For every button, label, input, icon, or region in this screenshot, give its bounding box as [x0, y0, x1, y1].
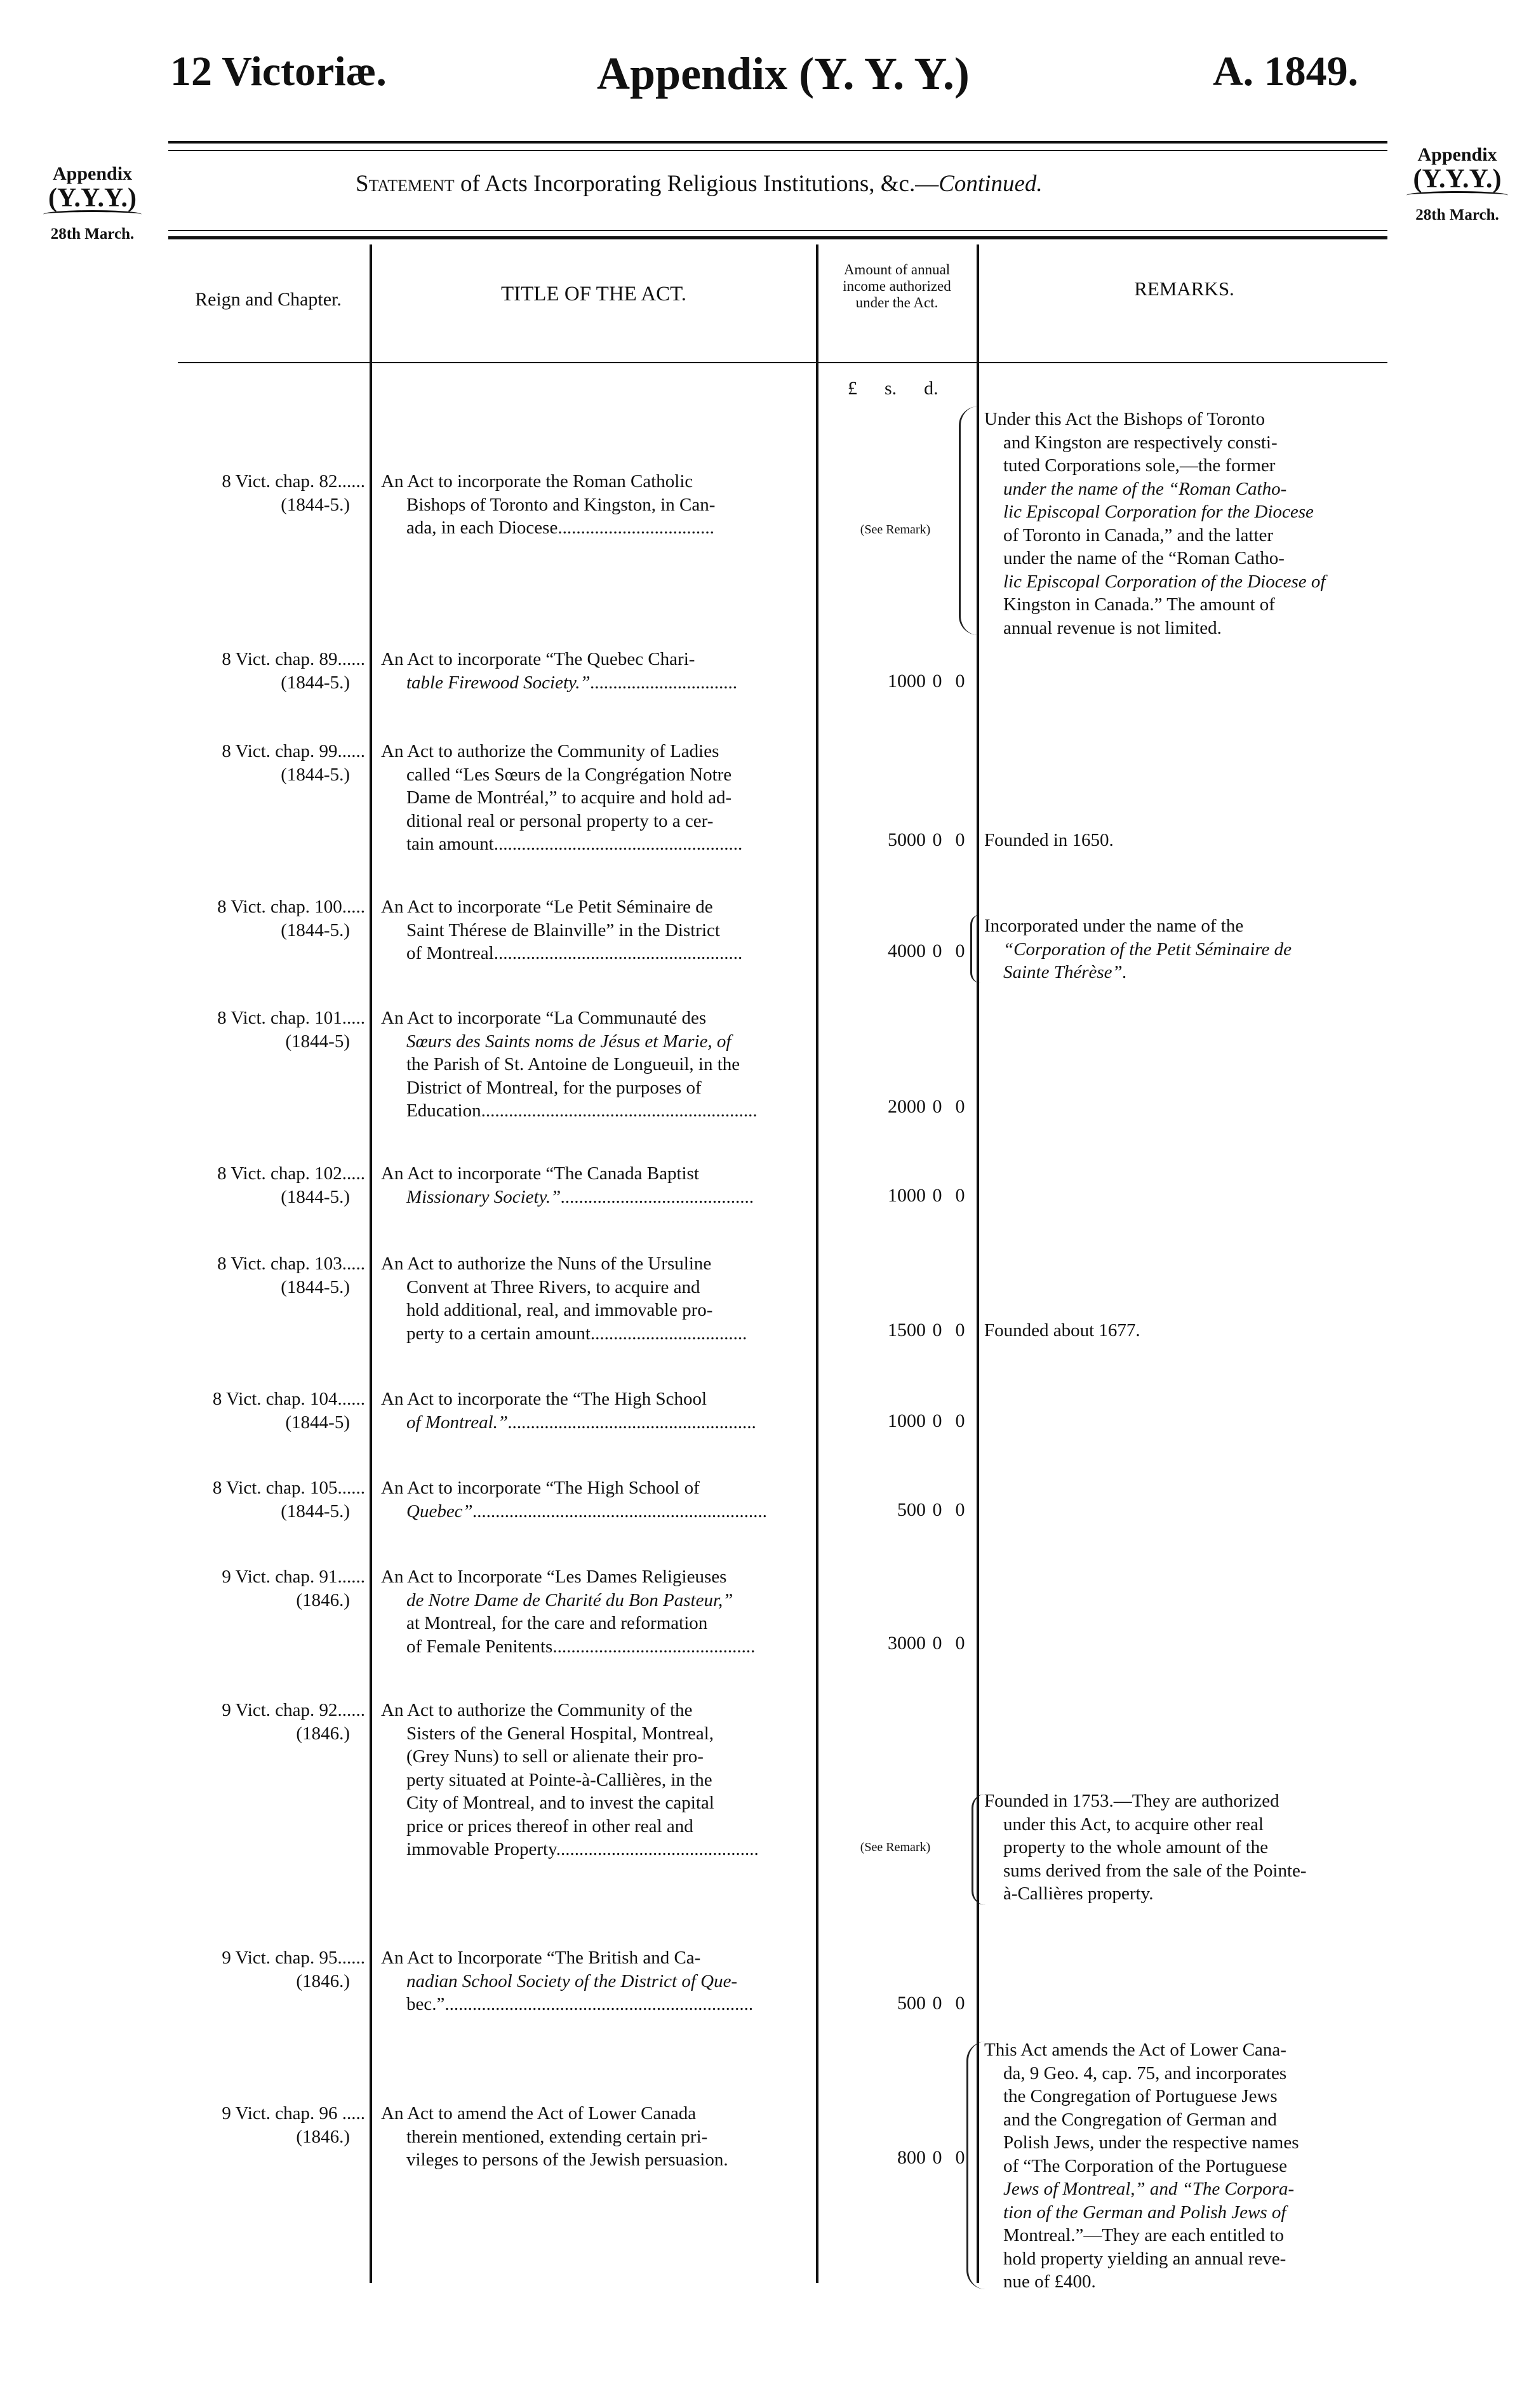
row-13-chapter: 9 Vict. chap. 96 ..... [222, 2103, 365, 2124]
row-5-reign [168, 1007, 365, 1053]
row-10-title-line: of Female Penitents............................................ [406, 1636, 756, 1657]
row-1-reign [168, 470, 365, 516]
row-7-chapter: 8 Vict. chap. 103..... [217, 1254, 365, 1274]
row-4-remark-line: Sainte Thérèse”. [1003, 962, 1127, 982]
row-4-reign [168, 895, 365, 942]
row-1-remark-line: lic Episcopal Corporation for the Diocese [1003, 502, 1314, 522]
row-13-pounds: 800 [897, 2147, 926, 2168]
col-rule-1 [370, 244, 372, 2283]
row-12-chapter: 9 Vict. chap. 95...... [222, 1948, 365, 1968]
side-right-date: 28th March. [1415, 206, 1499, 224]
row-9-amount [825, 1499, 972, 1522]
row-1-remarks [984, 408, 1391, 639]
row-3-title [381, 740, 813, 856]
row-11-title-line: (Grey Nuns) to sell or alienate their pro- [406, 1746, 704, 1767]
row-13-remark-line: Polish Jews, under the respective names [1003, 2132, 1299, 2153]
row-12-title-line: An Act to Incorporate “The British and Ca- [381, 1948, 701, 1968]
row-8-title [381, 1388, 813, 1434]
row-4-brace [970, 914, 982, 983]
row-11-title-line: Sisters of the General Hospital, Montreal, [406, 1723, 714, 1744]
row-11-title-line: immovable Property............................................ [406, 1839, 759, 1859]
row-3-title-line: ditional real or personal property to a cer- [406, 810, 714, 831]
row-8-reign [168, 1388, 365, 1434]
row-12-amount [825, 1992, 972, 2016]
row-4-chapter: 8 Vict. chap. 100..... [217, 897, 365, 917]
row-9-chapter: 8 Vict. chap. 105...... [212, 1478, 365, 1498]
col-head-amount-1: Amount of annual [843, 262, 951, 278]
row-2-amount [825, 670, 972, 693]
row-11-remark-line: property to the whole amount of the [1003, 1837, 1269, 1857]
row-3-remark-line: Founded in 1650. [984, 830, 1114, 850]
row-12-year: (1846.) [296, 1970, 350, 1991]
row-9-title-line: An Act to incorporate “The High School of [381, 1478, 700, 1498]
row-2-chapter: 8 Vict. chap. 89...... [222, 649, 365, 669]
row-8-shillings: 0 [932, 1410, 942, 1431]
row-9-pence: 0 [955, 1499, 965, 1520]
currency-header: £ s. d. [848, 378, 938, 399]
row-13-remarks [984, 2038, 1391, 2294]
row-8-year: (1844-5) [285, 1412, 350, 1433]
row-13-title-line: therein mentioned, extending certain pri- [406, 2126, 708, 2147]
row-13-remark-line: nue of £400. [1003, 2271, 1096, 2292]
row-1-remark-line: tuted Corporations sole,—the former [1003, 455, 1276, 476]
row-3-reign [168, 740, 365, 786]
row-4-remarks [984, 914, 1391, 984]
row-13-title-line: An Act to amend the Act of Lower Canada [381, 2103, 697, 2124]
col-head-amount-3: under the Act. [855, 295, 938, 311]
statement-rule-2 [168, 236, 1387, 239]
row-6-title-line: An Act to incorporate “The Canada Baptist [381, 1163, 699, 1184]
row-4-pounds: 4000 [888, 940, 926, 961]
row-10-reign [168, 1565, 365, 1612]
row-13-remark-line: da, 9 Geo. 4, cap. 75, and incorporates [1003, 2063, 1287, 2084]
row-1-chapter: 8 Vict. chap. 82...... [222, 471, 365, 492]
row-13-reign [168, 2102, 365, 2148]
row-7-pence: 0 [955, 1320, 965, 1341]
row-8-title-line: of Montreal.”...................................................... [406, 1412, 757, 1433]
row-8-pounds: 1000 [888, 1410, 926, 1431]
row-11-title [381, 1699, 813, 1861]
row-1-amount: (See Remark) [860, 523, 931, 537]
row-12-reign [168, 1946, 365, 1993]
row-10-pence: 0 [955, 1633, 965, 1654]
row-6-reign [168, 1162, 365, 1208]
row-11-title-line: price or prices thereof in other real and [406, 1816, 693, 1836]
side-note-right [1387, 143, 1527, 227]
row-3-title-line: An Act to authorize the Community of Ladies [381, 741, 719, 761]
row-1-remark-line: under the name of the “Roman Catho- [1003, 478, 1287, 499]
row-10-shillings: 0 [932, 1633, 942, 1654]
row-3-title-line: Dame de Montréal,” to acquire and hold ad- [406, 787, 732, 808]
row-7-title-line: perty to a certain amount.................................. [406, 1323, 747, 1344]
row-2-reign [168, 648, 365, 694]
side-left-code: (Y.Y.Y.) [48, 184, 137, 213]
row-7-remarks [984, 1319, 1391, 1342]
row-5-title-line: the Parish of St. Antoine de Longueuil, in the [406, 1054, 740, 1074]
row-4-title-line: Saint Thérese de Blainville” in the District [406, 920, 720, 940]
row-12-title [381, 1946, 813, 2016]
row-2-year: (1844-5.) [281, 672, 350, 693]
statement-text: of Acts Incorporating Religious Institutions, &c.— [454, 171, 939, 197]
row-1-remark-line: Kingston in Canada.” The amount of [1003, 594, 1275, 615]
row-3-shillings: 0 [932, 829, 942, 850]
row-1-remark-line: under the name of the “Roman Catho- [1003, 548, 1285, 568]
row-3-year: (1844-5.) [281, 764, 350, 785]
row-10-chapter: 9 Vict. chap. 91...... [222, 1567, 365, 1587]
row-1-remark-line: and Kingston are respectively consti- [1003, 432, 1278, 453]
row-2-title-line: An Act to incorporate “The Quebec Chari- [381, 649, 695, 669]
header-left: 12 Victoriæ. [170, 48, 387, 95]
row-4-title [381, 895, 813, 965]
top-rule-2 [168, 150, 1387, 151]
row-13-remark-line: tion of the German and Polish Jews of [1003, 2202, 1286, 2223]
side-left-label: Appendix [52, 163, 133, 184]
row-5-title-line: Sœurs des Saints noms de Jésus et Marie, of [406, 1031, 731, 1052]
row-2-pounds: 1000 [888, 671, 926, 692]
row-10-title [381, 1565, 813, 1658]
side-left-date: 28th March. [50, 225, 135, 243]
row-12-title-line: bec.”................................................................... [406, 1994, 754, 2014]
row-6-shillings: 0 [932, 1185, 942, 1206]
row-3-title-line: called “Les Sœurs de la Congrégation Notre [406, 764, 732, 785]
row-1-remark-line: Under this Act the Bishops of Toronto [984, 409, 1266, 429]
row-5-title-line: District of Montreal, for the purposes of [406, 1077, 702, 1098]
row-13-remark-line: Jews of Montreal,” and “The Corpora- [1003, 2179, 1295, 2199]
row-11-reign [168, 1699, 365, 1745]
col-head-amount-2: income authorized [843, 278, 951, 294]
row-3-remarks [984, 829, 1391, 852]
row-13-remark-line: Montreal.”—They are each entitled to [1003, 2225, 1285, 2245]
row-7-pounds: 1500 [888, 1320, 926, 1341]
row-6-pounds: 1000 [888, 1185, 926, 1206]
row-7-title [381, 1252, 813, 1345]
row-11-title-line: City of Montreal, and to invest the capital [406, 1793, 714, 1813]
row-7-title-line: Convent at Three Rivers, to acquire and [406, 1276, 700, 1297]
row-6-title-line: Missionary Society.”.......................................... [406, 1186, 754, 1207]
row-13-remark-line: hold property yielding an annual reve- [1003, 2248, 1286, 2269]
row-4-remark-line: “Corporation of the Petit Séminaire de [1003, 939, 1292, 960]
header-center: Appendix (Y. Y. Y.) [597, 48, 970, 99]
row-13-remark-line: the Congregation of Portuguese Jews [1003, 2086, 1278, 2106]
row-5-shillings: 0 [932, 1096, 942, 1117]
row-9-title-line: Quebec”................................................................ [406, 1501, 768, 1522]
row-4-title-line: An Act to incorporate “Le Petit Séminaire de [381, 897, 713, 917]
row-9-reign [168, 1476, 365, 1523]
row-5-amount [825, 1095, 972, 1119]
row-12-title-line: nadian School Society of the District of Que- [406, 1970, 738, 1991]
row-7-year: (1844-5.) [281, 1276, 350, 1297]
row-9-title [381, 1476, 813, 1523]
row-12-shillings: 0 [932, 1993, 942, 2014]
row-5-title [381, 1007, 813, 1123]
statement-suffix: Continued. [938, 171, 1043, 197]
row-1-remark-line: annual revenue is not limited. [1003, 617, 1222, 638]
row-10-title-line: de Notre Dame de Charité du Bon Pasteur,” [406, 1589, 733, 1610]
row-11-title-line: An Act to authorize the Community of the [381, 1700, 693, 1720]
row-12-pounds: 500 [897, 1993, 926, 2014]
row-3-amount [825, 829, 972, 852]
row-8-amount [825, 1410, 972, 1433]
row-7-reign [168, 1252, 365, 1299]
statement-heading [356, 170, 1043, 197]
row-4-amount [825, 940, 972, 963]
row-1-remark-line: lic Episcopal Corporation of the Diocese of [1003, 571, 1326, 592]
row-6-amount [825, 1184, 972, 1208]
row-1-title-line: Bishops of Toronto and Kingston, in Can- [406, 494, 716, 515]
row-5-pence: 0 [955, 1096, 965, 1117]
row-11-remark-line: under this Act, to acquire other real [1003, 1814, 1264, 1835]
row-6-pence: 0 [955, 1185, 965, 1206]
row-13-remark-line: This Act amends the Act of Lower Cana- [984, 2040, 1286, 2060]
row-11-title-line: perty situated at Pointe-à-Callières, in the [406, 1769, 712, 1790]
row-3-title-line: tain amount...................................................... [406, 834, 743, 854]
row-9-year: (1844-5.) [281, 1501, 350, 1522]
row-7-shillings: 0 [932, 1320, 942, 1341]
row-11-remark-line: à-Callières property. [1003, 1883, 1154, 1904]
row-4-year: (1844-5.) [281, 920, 350, 940]
row-7-remark-line: Founded about 1677. [984, 1320, 1140, 1341]
side-right-label: Appendix [1417, 144, 1497, 165]
row-2-title [381, 648, 813, 694]
col-head-amount [819, 262, 975, 311]
row-6-chapter: 8 Vict. chap. 102..... [217, 1163, 365, 1184]
row-1-brace [959, 406, 980, 635]
row-11-year: (1846.) [296, 1723, 350, 1744]
header-right: A. 1849. [1213, 48, 1359, 95]
row-1-title-line: An Act to incorporate the Roman Catholic [381, 471, 693, 492]
row-9-shillings: 0 [932, 1499, 942, 1520]
row-11-remark-line: Founded in 1753.—They are authorized [984, 1791, 1279, 1811]
row-3-chapter: 8 Vict. chap. 99...... [222, 741, 365, 761]
col-head-remarks: REMARKS. [1134, 278, 1234, 300]
row-1-year: (1844-5.) [281, 494, 350, 515]
row-10-title-line: An Act to Incorporate “Les Dames Religieuses [381, 1567, 727, 1587]
row-3-pounds: 5000 [888, 829, 926, 850]
col-head-reign: Reign and Chapter. [195, 289, 342, 310]
row-5-year: (1844-5) [285, 1031, 350, 1052]
row-5-chapter: 8 Vict. chap. 101..... [217, 1008, 365, 1028]
row-10-title-line: at Montreal, for the care and reformation [406, 1613, 708, 1633]
row-11-remarks [984, 1789, 1391, 1906]
row-13-remark-line: and the Congregation of German and [1003, 2109, 1277, 2130]
side-note-left [24, 162, 161, 246]
row-11-remark-line: sums derived from the sale of the Pointe- [1003, 1860, 1307, 1881]
row-8-title-line: An Act to incorporate the “The High School [381, 1389, 707, 1409]
statement-rule-1 [168, 230, 1387, 231]
row-11-chapter: 9 Vict. chap. 92...... [222, 1700, 365, 1720]
col-head-title: TITLE OF THE ACT. [500, 283, 687, 305]
row-1-remark-line: of Toronto in Canada,” and the latter [1003, 525, 1274, 545]
row-8-pence: 0 [955, 1410, 965, 1431]
side-right-code: (Y.Y.Y.) [1413, 164, 1502, 194]
row-9-pounds: 500 [897, 1499, 926, 1520]
row-6-title [381, 1162, 813, 1208]
row-13-remark-line: of “The Corporation of the Portuguese [1003, 2155, 1287, 2176]
row-13-title-line: vileges to persons of the Jewish persuasion. [406, 2150, 728, 2170]
row-2-title-line: table Firewood Society.”................................ [406, 672, 738, 693]
row-10-amount [825, 1632, 972, 1656]
row-5-title-line: An Act to incorporate “La Communauté des [381, 1008, 707, 1028]
row-5-pounds: 2000 [888, 1096, 926, 1117]
row-4-title-line: of Montreal...................................................... [406, 943, 743, 963]
row-7-title-line: An Act to authorize the Nuns of the Ursuline [381, 1254, 712, 1274]
row-13-title [381, 2102, 813, 2172]
row-10-year: (1846.) [296, 1589, 350, 1610]
row-5-title-line: Education............................................................ [406, 1100, 758, 1121]
row-6-year: (1844-5.) [281, 1186, 350, 1207]
row-7-amount [825, 1319, 972, 1342]
row-13-shillings: 0 [932, 2147, 942, 2168]
row-1-title [381, 470, 813, 540]
row-1-title-line: ada, in each Diocese.................................. [406, 518, 714, 538]
row-4-pence: 0 [955, 940, 965, 961]
row-4-remark-line: Incorporated under the name of the [984, 916, 1244, 936]
statement-prefix: Statement [356, 171, 455, 197]
row-11-amount: (See Remark) [860, 1840, 931, 1854]
row-2-shillings: 0 [932, 671, 942, 692]
row-4-shillings: 0 [932, 940, 942, 961]
col-rule-2 [816, 244, 818, 2283]
row-7-title-line: hold additional, real, and immovable pro- [406, 1300, 713, 1320]
row-13-amount [825, 2146, 972, 2170]
row-13-pence: 0 [955, 2147, 965, 2168]
row-8-chapter: 8 Vict. chap. 104...... [212, 1389, 365, 1409]
row-3-pence: 0 [955, 829, 965, 850]
row-2-pence: 0 [955, 671, 965, 692]
top-rule-1 [168, 141, 1387, 144]
row-13-year: (1846.) [296, 2126, 350, 2147]
row-10-pounds: 3000 [888, 1633, 926, 1654]
row-12-pence: 0 [955, 1993, 965, 2014]
col-head-rule [178, 362, 1387, 363]
